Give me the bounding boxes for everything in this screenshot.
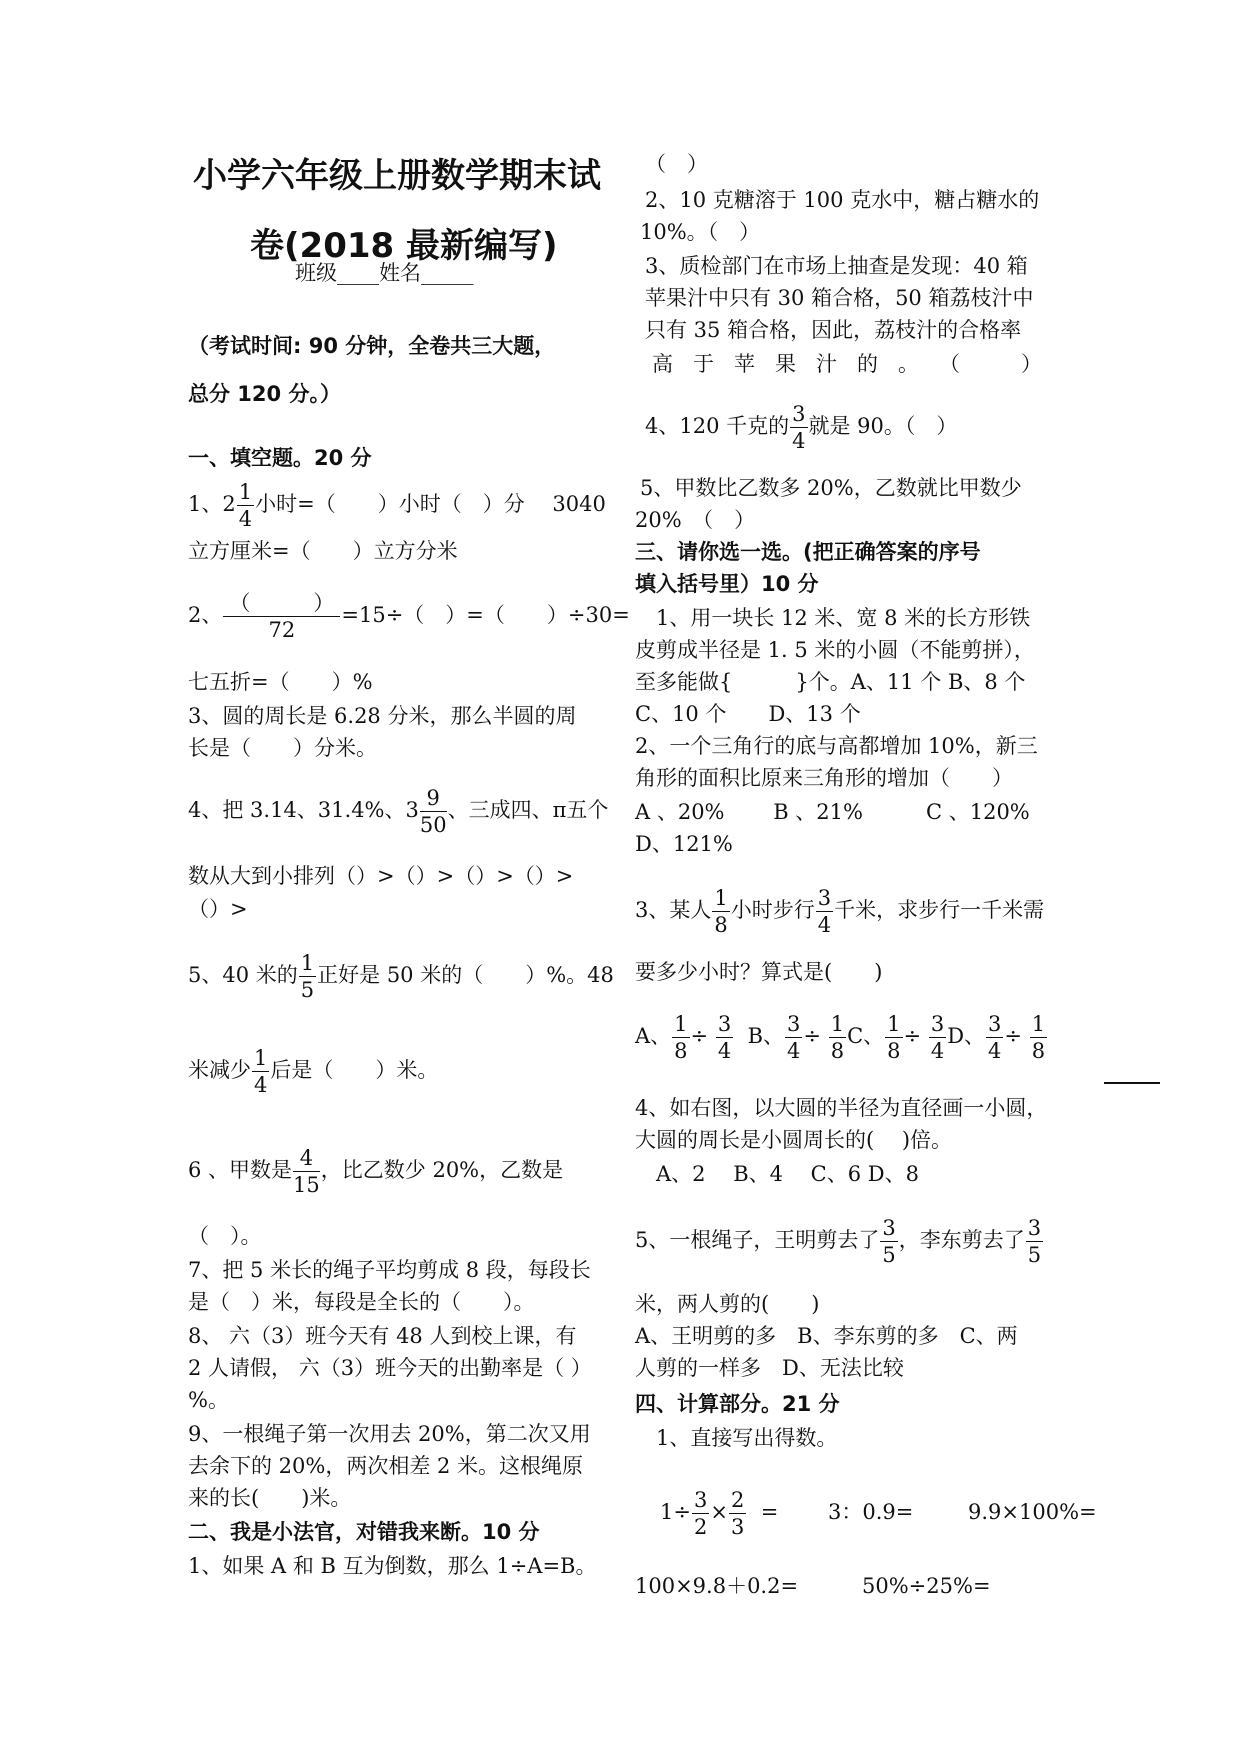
- fraction: $\frac{3}{4}$: [792, 402, 806, 453]
- fraction: $\frac{3}{5}$: [882, 1216, 896, 1267]
- q1-1-line1: 1、2 $\frac{1}{4}$ 小时=（ ）小时（ ）分 3040: [188, 480, 606, 531]
- q1-3-line2: 长是（ ）分米。: [188, 736, 377, 760]
- q3-5-line1: 5、一根绳子，王明剪去了 $\frac{3}{5}$ ，李东剪去了 $\frac{3}{5}$: [635, 1216, 1042, 1267]
- q2-2-line1: 2、10 克糖溶于 100 克水中，糖占糖水的: [645, 188, 1040, 212]
- fraction: $\frac{1}{8}$: [714, 886, 728, 937]
- page-title: 小学六年级上册数学期末试: [193, 156, 601, 196]
- section-1-title: 一、填空题。20 分: [188, 446, 372, 470]
- q3-2-line1: 2、一个三角行的底与高都增加 10%，新三: [635, 734, 1038, 758]
- q3-1-line1: 1、用一块长 12 米、宽 8 米的长方形铁: [635, 606, 1031, 630]
- fraction: $\frac{4}{15}$: [293, 1146, 320, 1197]
- calc-row-1-expr1: 1÷ $\frac{3}{2}$ × $\frac{2}{3}$ =: [660, 1488, 779, 1539]
- q1-9-line3: 来的长( )米。: [188, 1486, 352, 1510]
- q1-8-line1: 8、 六（3）班今天有 48 人到校上课，有: [188, 1324, 577, 1348]
- q3-1-line4: C、10 个 D、13 个: [635, 702, 861, 726]
- calc-row-1-expr2: 3：0.9=: [828, 1500, 914, 1524]
- option-d: D、 $\frac{3}{4}$ ÷ $\frac{1}{8}$: [947, 1012, 1046, 1063]
- q1-6-line1: 6 、甲数是 $\frac{4}{15}$ ，比乙数少 20%，乙数是: [188, 1146, 564, 1197]
- q1-9-line2: 去余下的 20%，两次相差 2 米。这根绳原: [188, 1454, 584, 1478]
- section-2-title: 二、我是小法官，对错我来断。10 分: [188, 1520, 540, 1544]
- q3-3-options: [635, 1006, 1048, 1066]
- calc-row-2-expr1: 100×9.8＋0.2=: [635, 1574, 799, 1598]
- q1-8-line3: %。: [188, 1388, 229, 1412]
- q1-5-line2: 米减少 $\frac{1}{4}$ 后是（ ）米。: [188, 1046, 439, 1097]
- option-c: C、 $\frac{1}{8}$ ÷ $\frac{3}{4}$: [847, 1012, 945, 1063]
- q1-9-line1: 9、一根绳子第一次用去 20%，第二次又用: [188, 1422, 591, 1446]
- q2-3-line4: 高 于 苹 果 汁 的 。 （ ）: [652, 352, 1042, 376]
- option-a: A、 $\frac{1}{8}$ ÷ $\frac{3}{4}$: [635, 1012, 732, 1063]
- section-4-title: 四、计算部分。21 分: [635, 1392, 840, 1416]
- q1-4-line1: 4、把 3.14、31.4%、3 $\frac{9}{50}$ 、三成四、π五个: [188, 786, 609, 837]
- q1-6-line2: （ ）。: [188, 1224, 262, 1248]
- exam-info-line2: 总分 120 分。）: [188, 382, 341, 406]
- calc-row-1-expr3: 9.9×100%=: [968, 1500, 1097, 1524]
- section-3-title: 三、请你选一选。(把正确答案的序号: [635, 540, 981, 564]
- q1-4-line2: 数从大到小排列（）>（）>（）>（）>: [188, 864, 574, 888]
- q1-7-line1: 7、把 5 米长的绳子平均剪成 8 段，每段长: [188, 1258, 591, 1282]
- fraction: $\frac{9}{50}$: [419, 786, 447, 837]
- q3-1-line2: 皮剪成半径是 1. 5 米的小圆（不能剪拼），: [635, 638, 1035, 662]
- q3-4-line3: A、2 B、4 C、6 D、8: [635, 1162, 919, 1186]
- q3-2-line4: D、121%: [635, 832, 733, 856]
- q1-1-line2: 立方厘米=（ ）立方分米: [188, 539, 458, 563]
- fraction: $\frac{1}{5}$: [300, 951, 315, 1002]
- fraction: $\frac{1}{4}$: [238, 480, 253, 531]
- q2-3-line2: 苹果汁中只有 30 箱合格，50 箱荔枝汁中: [645, 286, 1034, 310]
- q1-4-line3: （）>: [188, 897, 248, 921]
- q3-2-line3: A 、20% B 、21% C 、120%: [635, 800, 1030, 824]
- fraction: $\frac{3}{5}$: [1027, 1216, 1042, 1267]
- fraction: $\frac{1}{4}$: [254, 1046, 268, 1097]
- q1-3-line1: 3、圆的周长是 6.28 分米，那么半圆的周: [188, 704, 577, 728]
- q2-1-line1: 1、如果 A 和 B 互为倒数，那么 1÷A=B。: [188, 1554, 597, 1578]
- exam-info-line1: （考试时间: 90 分钟，全卷共三大题，: [188, 334, 556, 358]
- q3-3-line1: 3、某人 $\frac{1}{8}$ 小时步行 $\frac{3}{4}$ 千米，求步行一千米需: [635, 886, 1045, 937]
- q3-5-line2: 米，两人剪的( ): [635, 1292, 820, 1316]
- page-title-line2: 卷(2018 最新编写): [250, 226, 558, 266]
- q2-2-line2: 10%。（ ）: [640, 220, 761, 244]
- q2-5-line2: 20% （ ）: [635, 508, 756, 532]
- q3-5-line3: A、王明剪的多 B、李东剪的多 C、两: [635, 1324, 1018, 1348]
- q3-5-line4: 人剪的一样多 D、无法比较: [635, 1356, 904, 1380]
- class-name-line: 班级____姓名_____: [295, 261, 474, 285]
- q3-1-line3: 至多能做{ }个。A、11 个 B、8 个: [635, 670, 1026, 694]
- q4-1-title: 1、直接写出得数。: [635, 1426, 838, 1450]
- figure-divider-line: [1104, 1082, 1160, 1084]
- q3-4-line1: 4、如右图，以大圆的半径为直径画一小圆，: [635, 1096, 1048, 1120]
- q2-4-line: 4、120 千克的 $\frac{3}{4}$ 就是 90。（ ）: [645, 402, 958, 453]
- q1-5-line1: 5、40 米的 $\frac{1}{5}$ 正好是 50 米的（ ）%。48: [188, 951, 614, 1002]
- q2-1-line2: （ ）: [645, 152, 708, 176]
- q2-5-line1: 5、甲数比乙数多 20%，乙数就比甲数少: [640, 476, 1022, 500]
- q2-3-line1: 3、质检部门在市场上抽查是发现：40 箱: [645, 254, 1028, 278]
- q3-4-line2: 大圆的周长是小圆周长的( )倍。: [635, 1128, 953, 1152]
- fraction-blank: $\frac{( )}{72}$: [223, 590, 340, 643]
- fraction: $\frac{2}{3}$: [730, 1488, 745, 1539]
- option-b: B、 $\frac{3}{4}$ ÷ $\frac{1}{8}$: [747, 1012, 845, 1063]
- q1-2-line2: 七五折=（ ）%: [188, 670, 373, 694]
- q2-3-line3: 只有 35 箱合格，因此，荔枝汁的合格率: [645, 318, 1022, 342]
- q1-8-line2: 2 人请假， 六（3）班今天的出勤率是（ ）: [188, 1356, 592, 1380]
- section-3-title-line2: 填入括号里）10 分: [635, 572, 819, 596]
- q3-2-line2: 角形的面积比原来三角形的增加（ ）: [635, 766, 1013, 790]
- q3-3-line2: 要多少小时？算式是( ): [635, 960, 883, 984]
- q1-2-line1: 2、 $\frac{( )}{72}$ =15÷（ ）=（ ）÷30=: [188, 591, 630, 642]
- q1-7-line2: 是（ ）米，每段是全长的（ ）。: [188, 1290, 535, 1314]
- fraction: $\frac{3}{4}$: [817, 886, 832, 937]
- fraction: $\frac{3}{2}$: [693, 1488, 708, 1539]
- calc-row-2-expr2: 50%÷25%=: [862, 1574, 991, 1598]
